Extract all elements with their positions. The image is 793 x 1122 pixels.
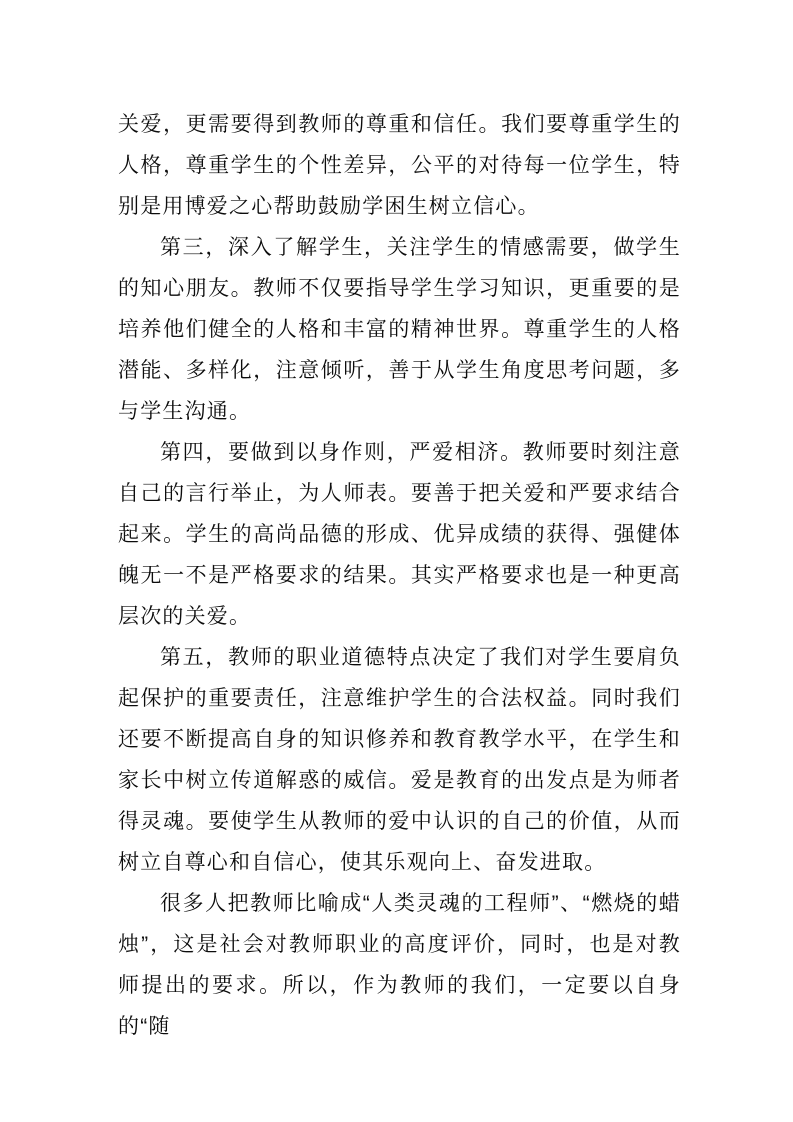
body-paragraph-1: 关爱，更需要得到教师的尊重和信任。我们要尊重学生的人格，尊重学生的个性差异，公平的对待每一位学生，特别是用博爱之心帮助鼓励学困生树立信心。 bbox=[118, 113, 681, 218]
body-paragraph-3: 第四，要做到以身作则，严爱相济。教师要时刻注意自己的言行举止，为人师表。要善于把关爱和严要求结合起来。学生的高尚品德的形成、优异成绩的获得、强健体魄无一不是严格要求的结果。其实严格要求也是一种更高层次的关爱。 bbox=[118, 441, 681, 628]
body-paragraph-5: 很多人把教师比喻成“人类灵魂的工程师”、“燃烧的蜡烛”，这是社会对教师职业的高度评价，同时，也是对教师提出的要求。所以，作为教师的我们，一定要以自身的“随 bbox=[118, 892, 681, 1038]
body-paragraph-4: 第五，教师的职业道德特点决定了我们对学生要肩负起保护的重要责任，注意维护学生的合法权益。同时我们还要不断提高自身的知识修养和教育教学水平，在学生和家长中树立传道解惑的威信。爱是教育的出发点是为师者得灵魂。要使学生从教师的爱中认识的自己的价值，从而树立自尊心和自信心，使其乐观向上、奋发进取。 bbox=[118, 646, 681, 874]
body-paragraph-2: 第三，深入了解学生，关注学生的情感需要，做学生的知心朋友。教师不仅要指导学生学习知识，更重要的是培养他们健全的人格和丰富的精神世界。尊重学生的人格潜能、多样化，注意倾听，善于从学生角度思考问题，多与学生沟通。 bbox=[118, 236, 681, 423]
